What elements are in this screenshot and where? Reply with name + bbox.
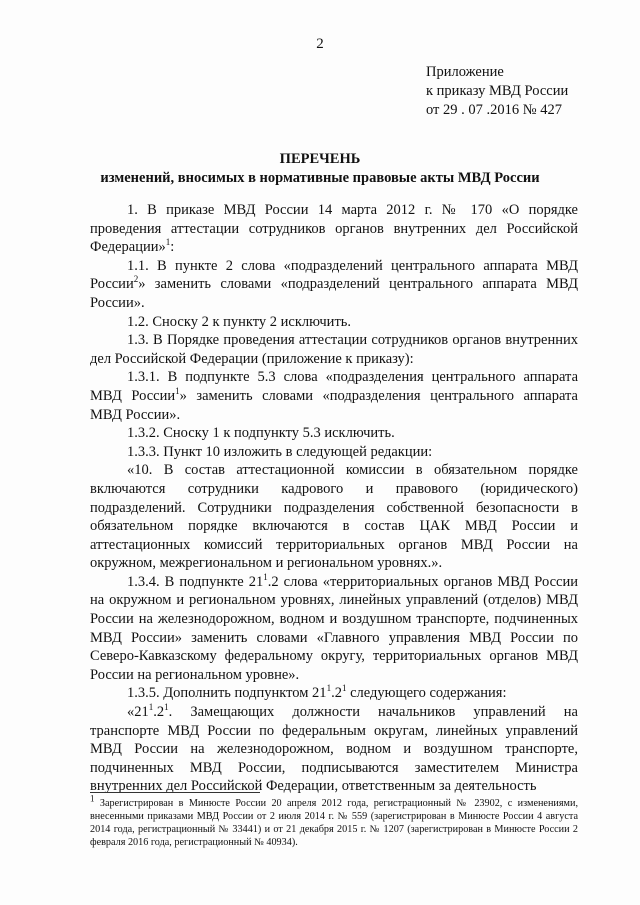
document-body — [90, 201, 578, 796]
appendix-block — [426, 63, 568, 120]
page-number: 2 — [316, 36, 324, 52]
paragraph-1-3-5-text: 1.3.5. Дополнить подпунктом 21 — [127, 685, 327, 702]
paragraph-1-3-4-text: 1.3.4. В подпункте 21 — [127, 573, 264, 590]
paragraph-1-2: 1.2. Сноску 2 к пункту 2 исключить. — [127, 313, 352, 330]
paragraph-1-3-5-end: следующего содержания: — [346, 685, 507, 702]
appendix-line-2: к приказу МВД России — [426, 83, 569, 99]
paragraph-1-3-2: 1.3.2. Сноску 1 к подпункту 5.3 исключить. — [127, 425, 395, 442]
superscript: 1 — [341, 683, 347, 694]
paragraph-1-text: 1. В приказе МВД России 14 марта 2012 г. № 170 «О порядке проведения аттестации сотрудников органов внутренних дел Российской Федерации» — [90, 202, 578, 256]
appendix-line-1: Приложение — [426, 64, 504, 80]
appendix-line-3: от 29 . 07 .2016 № 427 — [426, 102, 562, 118]
paragraph-quote-21 — [90, 703, 578, 796]
paragraph-1-1-text: 1.1. В пункте 2 слова «подразделений центрального аппарата МВД России — [90, 257, 578, 293]
document-title — [0, 150, 640, 188]
footnote — [90, 793, 578, 849]
paragraph-1-3-5-mid: .2 — [331, 685, 342, 702]
paragraph-quote-10: «10. В состав аттестационной комиссии в обязательном порядке включаются сотрудники кадрового и правового (юридического) подразделений. Сотрудники подразделения собственной безопасности в обязательном порядке включаются в состав ЦАК МВД России и аттестационных комиссий территориальных органов МВД России на окружном, межрегиональном и региональном уровнях.». — [90, 462, 578, 572]
superscript: 1 — [164, 702, 169, 713]
superscript: 1 — [148, 702, 154, 713]
footnote-ref: 1 — [165, 237, 171, 248]
superscript: 1 — [326, 683, 332, 694]
paragraph-1-3-4 — [90, 573, 578, 685]
paragraph-1-3-1-text-end: » заменить словами «подразделения центрального аппарата МВД России». — [90, 387, 578, 423]
title-line-1: ПЕРЕЧЕНЬ — [279, 151, 361, 167]
superscript: 1 — [263, 572, 268, 583]
title-line-2: изменений, вносимых в нормативные правовые акты МВД России — [100, 170, 540, 186]
footnote-marker: 1 — [90, 793, 95, 804]
paragraph-1 — [90, 201, 578, 257]
paragraph-quote-21-start: «21 — [127, 704, 149, 721]
footnote-ref: 1 — [175, 386, 180, 397]
paragraph-1-1 — [90, 257, 578, 313]
paragraph-1-3-1-text: 1.3.1. В подпункте 5.3 слова «подразделения центрального аппарата МВД России — [90, 369, 578, 404]
paragraph-1-end: : — [170, 239, 175, 256]
paragraph-1-1-text-end: » заменить словами «подразделений центрального аппарата МВД России». — [90, 276, 578, 311]
footnote-ref: 2 — [133, 274, 139, 285]
footnote-divider — [90, 792, 260, 793]
paragraph-1-3-1 — [90, 368, 578, 424]
footnote-text: Зарегистрирован в Минюсте России 20 апреля 2012 года, регистрационный № 23902, с изменениями, внесенными приказами МВД России от 2 июля 2014 г. № 559 (зарегистрирован в Минюсте России 4 августа 2014 года, регистрационный № 33441) и от 21 декабря 2015 г. № 1207 (зарегистрирован в Минюсте России 2 февраля 2016 года, регистрационный № 40934). — [90, 798, 578, 848]
paragraph-quote-21-mid: .2 — [153, 704, 165, 721]
paragraph-1-3-5 — [90, 684, 578, 703]
paragraph-1-3-3: 1.3.3. Пункт 10 изложить в следующей редакции: — [127, 443, 433, 460]
paragraph-1-3-4-text-end: .2 слова «территориальных органов МВД России на окружном и региональном уровнях, линейных управлений (отделов) МВД России на железнодорожном, водном и воздушном транспорте, подчиненных МВД России» заменить словами «Главного управления МВД России по Северо-Кавказскому федеральному округу, территориальных органов МВД России на региональном уровне». — [90, 573, 578, 683]
paragraph-quote-21-text: . Замещающих должности начальников управлений на транспорте МВД России по федеральным округам, линейных управлений МВД России на железнодорожном, водном и воздушном транспорте, подчиненных МВД России, подписываются заместителем Министра внутренних дел Российской Федерации, ответственным за деятельность — [90, 704, 578, 795]
paragraph-1-3: 1.3. В Порядке проведения аттестации сотрудников органов внутренних дел Российской Федерации (приложение к приказу): — [90, 332, 578, 367]
